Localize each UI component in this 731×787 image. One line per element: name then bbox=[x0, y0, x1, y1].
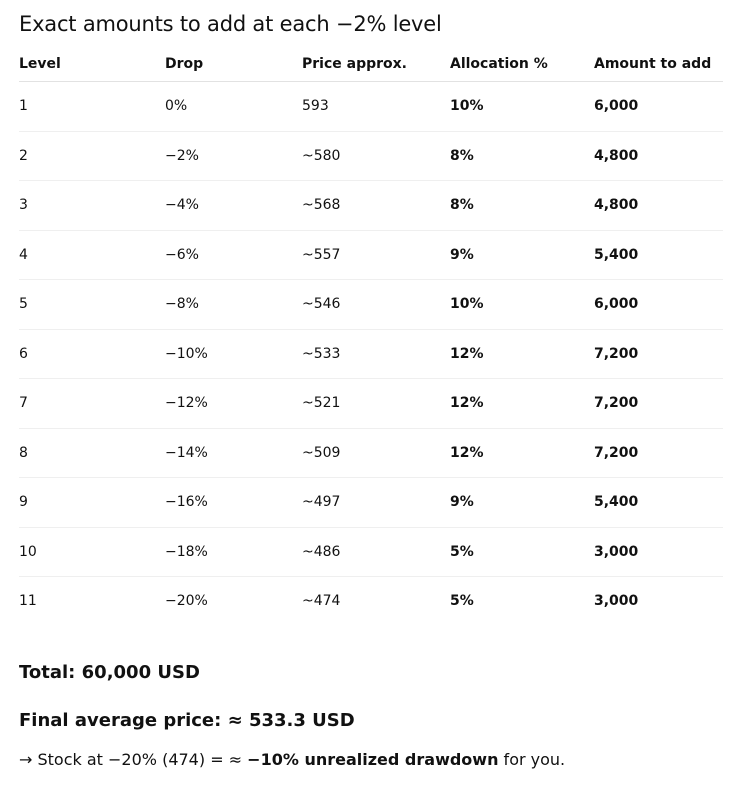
level-cell: 8 bbox=[19, 428, 165, 478]
table-row bbox=[19, 577, 723, 626]
amount-cell: 6,000 bbox=[594, 280, 723, 330]
table-body bbox=[19, 82, 723, 626]
table-row bbox=[19, 280, 723, 330]
drop-cell: −14% bbox=[165, 428, 302, 478]
amount-cell: 7,200 bbox=[594, 379, 723, 429]
drop-cell: −18% bbox=[165, 527, 302, 577]
level-cell: 3 bbox=[19, 181, 165, 231]
average-price: Final average price: ≈ 533.3 USD bbox=[19, 710, 355, 731]
level-cell: 1 bbox=[19, 82, 165, 132]
level-cell: 11 bbox=[19, 593, 37, 610]
price-cell: ~568 bbox=[302, 181, 450, 231]
level-cell: 9 bbox=[19, 478, 165, 528]
price-cell: ~474 bbox=[302, 593, 341, 610]
page-title: Exact amounts to add at each −2% level bbox=[19, 12, 442, 36]
drop-cell: −12% bbox=[165, 379, 302, 429]
drop-cell: −2% bbox=[165, 131, 302, 181]
amount-cell: 4,800 bbox=[594, 131, 723, 181]
price-cell: ~546 bbox=[302, 280, 450, 330]
price-cell: ~521 bbox=[302, 379, 450, 429]
amount-cell: 7,200 bbox=[594, 329, 723, 379]
drop-cell: −16% bbox=[165, 478, 302, 528]
header-amount: Amount to add bbox=[594, 47, 723, 82]
amount-cell: 7,200 bbox=[594, 428, 723, 478]
table-row bbox=[19, 379, 723, 429]
allocation-cell: 9% bbox=[450, 230, 594, 280]
amount-cell: 3,000 bbox=[594, 593, 639, 610]
amount-cell: 5,400 bbox=[594, 230, 723, 280]
header-allocation: Allocation % bbox=[450, 47, 594, 82]
allocation-cell: 12% bbox=[450, 329, 594, 379]
table-row bbox=[19, 478, 723, 528]
level-cell: 7 bbox=[19, 379, 165, 429]
allocation-cell: 10% bbox=[450, 82, 594, 132]
allocation-cell: 12% bbox=[450, 428, 594, 478]
price-cell: ~509 bbox=[302, 428, 450, 478]
level-cell: 2 bbox=[19, 131, 165, 181]
level-cell: 6 bbox=[19, 329, 165, 379]
note-suffix: for you. bbox=[498, 750, 566, 769]
price-cell: ~557 bbox=[302, 230, 450, 280]
drop-cell: −10% bbox=[165, 329, 302, 379]
table-row bbox=[19, 181, 723, 231]
allocation-cell: 5% bbox=[450, 593, 474, 610]
table-row bbox=[19, 230, 723, 280]
level-cell: 4 bbox=[19, 230, 165, 280]
price-cell: ~533 bbox=[302, 329, 450, 379]
note-prefix: → Stock at −20% (474) = ≈ bbox=[19, 750, 248, 769]
allocation-cell: 8% bbox=[450, 181, 594, 231]
price-cell: ~497 bbox=[302, 478, 450, 528]
note-bold: −10% unrealized drawdown bbox=[247, 750, 499, 769]
amount-cell: 3,000 bbox=[594, 527, 723, 577]
allocation-cell: 9% bbox=[450, 478, 594, 528]
allocation-cell: 12% bbox=[450, 379, 594, 429]
price-cell: ~486 bbox=[302, 527, 450, 577]
drop-cell: 0% bbox=[165, 82, 302, 132]
price-cell: ~580 bbox=[302, 131, 450, 181]
header-level: Level bbox=[19, 47, 165, 82]
header-drop: Drop bbox=[165, 47, 302, 82]
price-cell: 593 bbox=[302, 82, 450, 132]
drop-cell: −20% bbox=[165, 593, 208, 610]
drop-cell: −8% bbox=[165, 280, 302, 330]
amount-cell: 5,400 bbox=[594, 478, 723, 528]
table-row bbox=[19, 428, 723, 478]
drawdown-note bbox=[19, 750, 565, 769]
amount-cell: 4,800 bbox=[594, 181, 723, 231]
amount-cell: 6,000 bbox=[594, 82, 723, 132]
table-row bbox=[19, 329, 723, 379]
level-cell: 5 bbox=[19, 280, 165, 330]
allocation-cell: 10% bbox=[450, 280, 594, 330]
drop-cell: −6% bbox=[165, 230, 302, 280]
allocation-table bbox=[19, 47, 723, 626]
table-row bbox=[19, 527, 723, 577]
header-price: Price approx. bbox=[302, 47, 450, 82]
table-row bbox=[19, 131, 723, 181]
total-amount: Total: 60,000 USD bbox=[19, 662, 200, 683]
drop-cell: −4% bbox=[165, 181, 302, 231]
level-cell: 10 bbox=[19, 527, 165, 577]
allocation-cell: 8% bbox=[450, 131, 594, 181]
allocation-cell: 5% bbox=[450, 527, 594, 577]
table-row bbox=[19, 82, 723, 132]
table-header-row bbox=[19, 47, 723, 82]
